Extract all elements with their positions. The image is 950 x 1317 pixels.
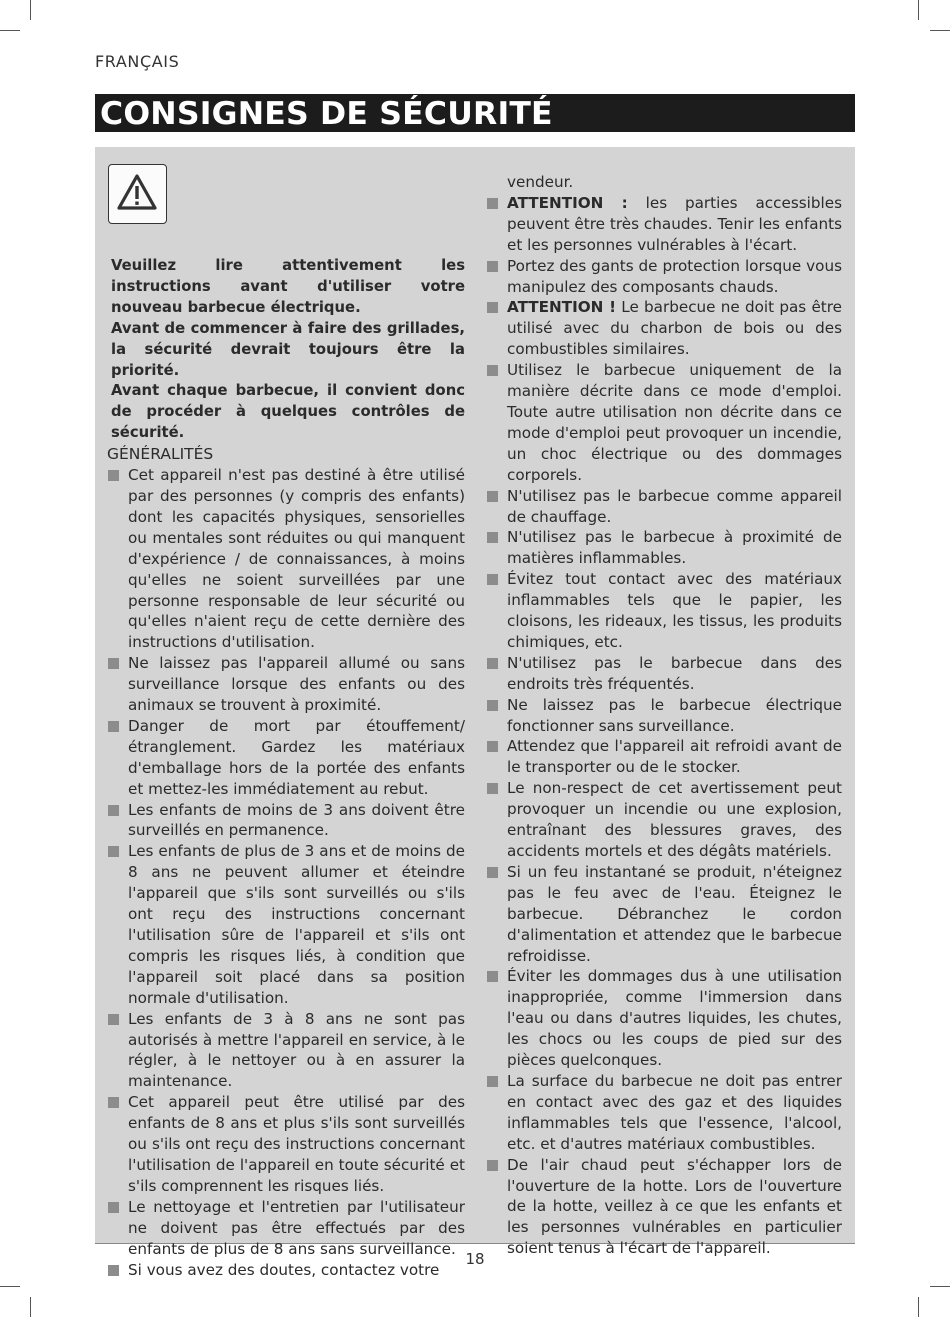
list-item	[486, 862, 842, 967]
item-text: N'utilisez pas le barbecue dans des endroits très fréquentés.	[507, 653, 842, 693]
square-bullet-icon	[487, 971, 498, 982]
list-item	[486, 695, 842, 737]
square-bullet-icon	[487, 867, 498, 878]
right-column	[486, 172, 842, 1259]
warning-box	[108, 164, 167, 224]
item-text: Si un feu instantané se produit, n'éteignez pas le feu avec de l'eau. Éteignez le barbecue. Débranchez le cordon d'alimentation et attendez que le barbecue refroidisse.	[507, 862, 842, 965]
list-item	[486, 1071, 842, 1155]
item-text: De l'air chaud peut s'échapper lors de l'ouverture de la hotte. Lors de l'ouverture de la hotte, veillez à ce que les enfants et les personnes vulnérables en particulier soient tenus à l'écart de l'appareil.	[507, 1155, 842, 1258]
square-bullet-icon	[108, 1202, 119, 1213]
square-bullet-icon	[108, 721, 119, 732]
list-item	[107, 1009, 465, 1093]
item-text: Utilisez le barbecue uniquement de la manière décrite dans ce mode d'emploi. Toute autre utilisation non décrite dans ce mode d'emploi peut provoquer un incendie, un choc électrique ou des dommages corporels.	[507, 361, 842, 484]
list-item	[107, 1092, 465, 1197]
item-text: N'utilisez pas le barbecue à proximité de matières inflammables.	[507, 528, 842, 568]
item-text: Si vous avez des doutes, contactez votre	[128, 1260, 440, 1279]
square-bullet-icon	[108, 1014, 119, 1025]
item-text: Danger de mort par étouffement/ étranglement. Gardez les matériaux d'emballage hors de la portée des enfants et mettez-les immédiatement au rebut.	[128, 716, 465, 798]
item-text: Cet appareil n'est pas destiné à être utilisé par des personnes (y compris des enfants) dont les capacités physiques, sensorielles ou mentales sont réduites ou qui manquent d'expérience / de connaissances, à moins qu'elles ne soient surveillées par une personne responsable de leur sécurité ou qu'elles n'aient reçu de cette dernière des instructions d'utilisation.	[128, 466, 465, 652]
section-heading: GÉNÉRALITÉS	[107, 445, 214, 464]
item-text: Ne laissez pas le barbecue électrique fonctionner sans surveillance.	[507, 695, 842, 735]
item-text: les parties accessibles peuvent être très chaudes. Tenir les enfants et les personnes vulnérables à l'écart.	[507, 193, 842, 254]
list-item	[486, 486, 842, 528]
item-text: Les enfants de plus de 3 ans et de moins de 8 ans ne peuvent allumer et éteindre l'appareil que s'ils sont surveillés ou s'ils ont reçu des instructions concernant l'utilisation sûre de l'appareil et s'ils ont compris les risques liés, à condition que l'appareil soit placé dans sa position normale d'utilisation.	[128, 842, 465, 1007]
item-text: Cet appareil peut être utilisé par des enfants de 8 ans et plus s'ils sont surveillés ou s'ils ont reçu des instructions concernant l'utilisation de l'appareil en toute sécurité et s'ils comprennent les risques liés.	[128, 1093, 465, 1195]
list-item	[486, 297, 842, 360]
square-bullet-icon	[487, 1076, 498, 1087]
list-item	[486, 256, 842, 298]
item-text: N'utilisez pas le barbecue comme appareil de chauffage.	[507, 486, 842, 526]
list-item	[486, 966, 842, 1071]
square-bullet-icon	[487, 365, 498, 376]
list-item	[486, 778, 842, 862]
item-text: Attendez que l'appareil ait refroidi avant de le transporter ou de le stocker.	[507, 737, 842, 777]
list-item	[486, 193, 842, 256]
square-bullet-icon	[108, 805, 119, 816]
intro-text	[107, 256, 465, 444]
item-text: Ne laissez pas l'appareil allumé ou sans surveillance lorsque des enfants ou des animaux se trouvent à proximité.	[128, 654, 465, 715]
crop-mark	[930, 30, 950, 31]
item-text: Portez des gants de protection lorsque vous manipulez des composants chauds.	[507, 256, 842, 296]
list-item	[486, 653, 842, 695]
right-bullet-list	[486, 193, 842, 1259]
square-bullet-icon	[487, 302, 498, 313]
list-item	[486, 569, 842, 653]
intro-paragraph: Veuillez lire attentivement les instructions avant d'utiliser votre nouveau barbecue électrique.	[111, 257, 465, 316]
square-bullet-icon	[108, 1097, 119, 1108]
crop-mark	[0, 1286, 20, 1287]
language-label: FRANÇAIS	[95, 52, 180, 71]
crop-mark	[918, 1297, 919, 1317]
item-text: La surface du barbecue ne doit pas entrer en contact avec des gaz et des liquides inflammables tels que l'essence, l'alcool, etc. et d'autres matériaux combustibles.	[507, 1071, 842, 1153]
item-text: Les enfants de 3 à 8 ans ne sont pas autorisés à mettre l'appareil en service, à le régler, à le nettoyer ou à en assurer la maintenance.	[128, 1009, 465, 1091]
item-text: Le non-respect de cet avertissement peut provoquer un incendie ou une explosion, entraînant des blessures graves, des accidents mortels et des dégâts matériels.	[507, 779, 842, 860]
left-column	[107, 256, 465, 1280]
continued-text: vendeur.	[507, 173, 574, 191]
item-text: Le barbecue ne doit pas être utilisé avec du charbon de bois ou des combustibles similaires.	[507, 298, 842, 359]
intro-paragraph: Avant de commencer à faire des grillades, la sécurité devrait toujours être la priorité.	[111, 319, 465, 379]
list-item	[486, 527, 842, 569]
item-text: Éviter les dommages dus à une utilisation inappropriée, comme l'immersion dans l'eau ou dans d'autres liquides, les chutes, les chocs ou les coups de pied sur des pièces quelconques.	[507, 967, 842, 1070]
list-item	[107, 841, 465, 1008]
list-item	[486, 1155, 842, 1260]
list-item	[107, 716, 465, 800]
list-item	[107, 800, 465, 842]
list-item	[486, 360, 842, 485]
item-text: Les enfants de moins de 3 ans doivent être surveillés en permanence.	[128, 800, 465, 840]
item-text: Le nettoyage et l'entretien par l'utilisateur ne doivent pas être effectués par des enfants de plus de 8 ans sans surveillance.	[128, 1197, 465, 1258]
square-bullet-icon	[487, 700, 498, 711]
square-bullet-icon	[487, 261, 498, 272]
square-bullet-icon	[487, 532, 498, 543]
square-bullet-icon	[108, 470, 119, 481]
left-bullet-list	[107, 465, 465, 1280]
square-bullet-icon	[487, 741, 498, 752]
page-title: CONSIGNES DE SÉCURITÉ	[100, 96, 553, 132]
square-bullet-icon	[108, 846, 119, 857]
square-bullet-icon	[487, 783, 498, 794]
item-text: Évitez tout contact avec des matériaux inflammables tels que le papier, les cloisons, les rideaux, les tissus, les produits chimiques, etc.	[507, 570, 842, 651]
square-bullet-icon	[487, 198, 498, 209]
title-bar	[95, 94, 855, 132]
page-number: 18	[465, 1250, 485, 1268]
crop-mark	[918, 0, 919, 20]
list-item	[486, 736, 842, 778]
item-emphasis: ATTENTION !	[507, 298, 616, 317]
list-item	[107, 465, 465, 653]
square-bullet-icon	[108, 658, 119, 669]
square-bullet-icon	[487, 491, 498, 502]
item-emphasis: ATTENTION :	[507, 193, 628, 212]
crop-mark	[930, 1286, 950, 1287]
crop-mark	[0, 30, 20, 31]
square-bullet-icon	[487, 574, 498, 585]
warning-triangle-icon	[115, 171, 159, 215]
crop-mark	[30, 0, 31, 20]
square-bullet-icon	[487, 1160, 498, 1171]
list-item	[107, 653, 465, 716]
square-bullet-icon	[487, 658, 498, 669]
intro-paragraph: Avant chaque barbecue, il convient donc de procéder à quelques contrôles de sécurité.	[111, 382, 465, 442]
crop-mark	[30, 1297, 31, 1317]
